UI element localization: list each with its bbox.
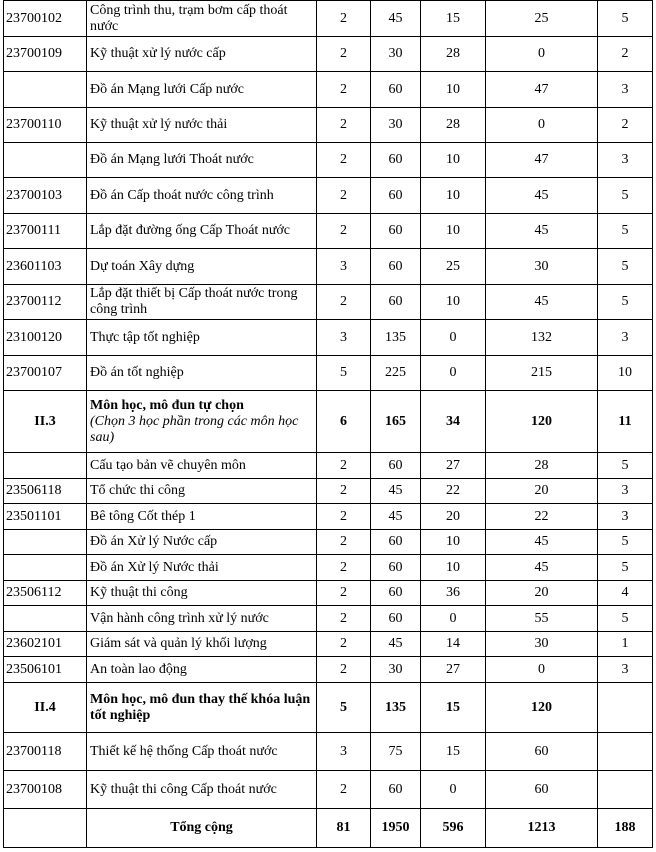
theory-hours: 15: [421, 683, 486, 733]
credits: 2: [317, 555, 371, 581]
course-name: Đồ án tốt nghiệp: [87, 356, 317, 391]
practice-hours: 0: [486, 37, 598, 72]
credits: 2: [317, 479, 371, 504]
theory-hours: 15: [421, 733, 486, 771]
total-hours: 60: [371, 606, 421, 632]
practice-hours: 120: [486, 391, 598, 453]
total-hours: 1950: [371, 809, 421, 848]
course-name: Lắp đặt thiết bị Cấp thoát nước trong công trình: [87, 285, 317, 320]
practice-hours: 55: [486, 606, 598, 632]
course-code: [4, 72, 87, 108]
total-row: [4, 809, 653, 848]
course-name: Kỹ thuật thi công Cấp thoát nước: [87, 771, 317, 809]
credits: 2: [317, 72, 371, 108]
course-name: Thực tập tốt nghiệp: [87, 320, 317, 356]
table-row: [4, 285, 653, 320]
total-hours: 60: [371, 214, 421, 249]
group-row-elective: [4, 391, 653, 453]
course-code: 23700109: [4, 37, 87, 72]
exam-hours: 3: [598, 143, 653, 178]
course-name: Kỹ thuật thi công: [87, 581, 317, 606]
table-row: [4, 249, 653, 285]
theory-hours: 10: [421, 72, 486, 108]
practice-hours: 28: [486, 453, 598, 479]
practice-hours: 45: [486, 178, 598, 214]
course-code: 23601103: [4, 249, 87, 285]
table-row: [4, 453, 653, 479]
table-row: [4, 178, 653, 214]
credits: 3: [317, 733, 371, 771]
course-code: 23700110: [4, 108, 87, 143]
theory-hours: 10: [421, 178, 486, 214]
total-hours: 60: [371, 143, 421, 178]
course-code: [4, 143, 87, 178]
theory-hours: 27: [421, 453, 486, 479]
course-name: Vận hành công trình xử lý nước: [87, 606, 317, 632]
group-name: [87, 391, 317, 453]
practice-hours: 60: [486, 771, 598, 809]
total-code: [4, 809, 87, 848]
credits: 2: [317, 285, 371, 320]
total-exam-hours: 188: [598, 809, 653, 848]
theory-hours: 10: [421, 214, 486, 249]
group-name: Môn học, mô đun thay thế khóa luận tốt nghiệp: [87, 683, 317, 733]
exam-hours: 3: [598, 657, 653, 683]
total-credits: 81: [317, 809, 371, 848]
total-hours: 30: [371, 657, 421, 683]
exam-hours: 10: [598, 356, 653, 391]
table-row: [4, 1, 653, 37]
course-code: 23700108: [4, 771, 87, 809]
table-row: [4, 108, 653, 143]
practice-hours: 132: [486, 320, 598, 356]
course-name: An toàn lao động: [87, 657, 317, 683]
table-row: [4, 632, 653, 657]
exam-hours: 5: [598, 606, 653, 632]
table-row: [4, 657, 653, 683]
table-row: [4, 72, 653, 108]
course-name: Đồ án Mạng lưới Cấp nước: [87, 72, 317, 108]
course-name: Công trình thu, trạm bơm cấp thoát nước: [87, 1, 317, 37]
practice-hours: 20: [486, 581, 598, 606]
practice-hours: 45: [486, 214, 598, 249]
theory-hours: 20: [421, 504, 486, 530]
total-hours: 60: [371, 771, 421, 809]
group-row-replacement: [4, 683, 653, 733]
exam-hours: 2: [598, 37, 653, 72]
credits: 2: [317, 453, 371, 479]
total-hours: 45: [371, 632, 421, 657]
total-hours: 45: [371, 504, 421, 530]
credits: 6: [317, 391, 371, 453]
credits: 2: [317, 108, 371, 143]
total-theory-hours: 596: [421, 809, 486, 848]
credits: 2: [317, 178, 371, 214]
theory-hours: 15: [421, 1, 486, 37]
total-hours: 60: [371, 453, 421, 479]
exam-hours: 5: [598, 285, 653, 320]
credits: 5: [317, 683, 371, 733]
course-code: [4, 453, 87, 479]
course-name: Kỹ thuật xử lý nước cấp: [87, 37, 317, 72]
exam-hours: 5: [598, 555, 653, 581]
course-code: 23700111: [4, 214, 87, 249]
total-hours: 30: [371, 108, 421, 143]
theory-hours: 10: [421, 285, 486, 320]
course-name: Bê tông Cốt thép 1: [87, 504, 317, 530]
table-row: [4, 504, 653, 530]
total-label: Tổng cộng: [87, 809, 317, 848]
practice-hours: 0: [486, 657, 598, 683]
total-hours: 225: [371, 356, 421, 391]
exam-hours: 5: [598, 178, 653, 214]
theory-hours: 28: [421, 108, 486, 143]
credits: 2: [317, 37, 371, 72]
course-name: Thiết kế hệ thống Cấp thoát nước: [87, 733, 317, 771]
group-title: Môn học, mô đun tự chọn: [90, 397, 244, 413]
total-hours: 60: [371, 178, 421, 214]
credits: 2: [317, 504, 371, 530]
credits: 2: [317, 771, 371, 809]
credits: 2: [317, 214, 371, 249]
total-hours: 135: [371, 320, 421, 356]
table-row: [4, 606, 653, 632]
table-row: [4, 356, 653, 391]
credits: 3: [317, 249, 371, 285]
practice-hours: 30: [486, 632, 598, 657]
table-row: [4, 771, 653, 809]
exam-hours: 3: [598, 320, 653, 356]
practice-hours: 47: [486, 72, 598, 108]
curriculum-table: [3, 0, 653, 848]
course-name: Cấu tạo bản vẽ chuyên môn: [87, 453, 317, 479]
course-code: 23506118: [4, 479, 87, 504]
practice-hours: 0: [486, 108, 598, 143]
credits: 2: [317, 632, 371, 657]
practice-hours: 47: [486, 143, 598, 178]
course-code: 23700102: [4, 1, 87, 37]
exam-hours: 1: [598, 632, 653, 657]
exam-hours: 5: [598, 214, 653, 249]
credits: 2: [317, 143, 371, 178]
practice-hours: 215: [486, 356, 598, 391]
table-row: [4, 37, 653, 72]
table-row: [4, 530, 653, 555]
course-code: 23506112: [4, 581, 87, 606]
practice-hours: 60: [486, 733, 598, 771]
theory-hours: 28: [421, 37, 486, 72]
course-code: 23506101: [4, 657, 87, 683]
exam-hours: 11: [598, 391, 653, 453]
practice-hours: 30: [486, 249, 598, 285]
exam-hours: 3: [598, 479, 653, 504]
table-row: [4, 320, 653, 356]
practice-hours: 22: [486, 504, 598, 530]
course-name: Tổ chức thi công: [87, 479, 317, 504]
exam-hours: 4: [598, 581, 653, 606]
table-row: [4, 733, 653, 771]
theory-hours: 10: [421, 555, 486, 581]
table-row: [4, 581, 653, 606]
practice-hours: 45: [486, 530, 598, 555]
credits: 2: [317, 657, 371, 683]
table-row: [4, 143, 653, 178]
course-name: Giám sát và quản lý khối lượng: [87, 632, 317, 657]
course-name: Đồ án Xử lý Nước thải: [87, 555, 317, 581]
exam-hours: 5: [598, 530, 653, 555]
theory-hours: 0: [421, 606, 486, 632]
group-note: (Chọn 3 học phần trong các môn học sau): [90, 413, 299, 445]
theory-hours: 14: [421, 632, 486, 657]
credits: 2: [317, 1, 371, 37]
total-practice-hours: 1213: [486, 809, 598, 848]
practice-hours: 45: [486, 555, 598, 581]
course-code: 23100120: [4, 320, 87, 356]
total-hours: 60: [371, 285, 421, 320]
total-hours: 45: [371, 1, 421, 37]
course-name: Lắp đặt đường ống Cấp Thoát nước: [87, 214, 317, 249]
theory-hours: 27: [421, 657, 486, 683]
total-hours: 30: [371, 37, 421, 72]
exam-hours: 3: [598, 504, 653, 530]
practice-hours: 20: [486, 479, 598, 504]
practice-hours: 120: [486, 683, 598, 733]
theory-hours: 10: [421, 143, 486, 178]
theory-hours: 0: [421, 771, 486, 809]
total-hours: 135: [371, 683, 421, 733]
exam-hours: 5: [598, 453, 653, 479]
course-name: Đồ án Cấp thoát nước công trình: [87, 178, 317, 214]
course-code: 23700103: [4, 178, 87, 214]
theory-hours: 0: [421, 320, 486, 356]
theory-hours: 36: [421, 581, 486, 606]
group-code: II.4: [4, 683, 87, 733]
total-hours: 45: [371, 479, 421, 504]
exam-hours: [598, 733, 653, 771]
credits: 2: [317, 581, 371, 606]
total-hours: 60: [371, 249, 421, 285]
total-hours: 165: [371, 391, 421, 453]
course-name: Đồ án Mạng lưới Thoát nước: [87, 143, 317, 178]
total-hours: 60: [371, 530, 421, 555]
total-hours: 60: [371, 581, 421, 606]
credits: 5: [317, 356, 371, 391]
practice-hours: 25: [486, 1, 598, 37]
course-code: 23700118: [4, 733, 87, 771]
theory-hours: 22: [421, 479, 486, 504]
course-code: 23501101: [4, 504, 87, 530]
theory-hours: 10: [421, 530, 486, 555]
table-row: [4, 555, 653, 581]
course-code: [4, 606, 87, 632]
exam-hours: 3: [598, 72, 653, 108]
table-row: [4, 214, 653, 249]
group-code: II.3: [4, 391, 87, 453]
course-code: 23700112: [4, 285, 87, 320]
exam-hours: [598, 683, 653, 733]
theory-hours: 34: [421, 391, 486, 453]
exam-hours: [598, 771, 653, 809]
credits: 3: [317, 320, 371, 356]
table-row: [4, 479, 653, 504]
exam-hours: 5: [598, 1, 653, 37]
theory-hours: 0: [421, 356, 486, 391]
course-name: Dự toán Xây dựng: [87, 249, 317, 285]
exam-hours: 5: [598, 249, 653, 285]
theory-hours: 25: [421, 249, 486, 285]
credits: 2: [317, 530, 371, 555]
practice-hours: 45: [486, 285, 598, 320]
total-hours: 60: [371, 72, 421, 108]
course-code: 23602101: [4, 632, 87, 657]
course-name: Kỹ thuật xử lý nước thải: [87, 108, 317, 143]
course-name: Đồ án Xử lý Nước cấp: [87, 530, 317, 555]
exam-hours: 2: [598, 108, 653, 143]
course-code: [4, 555, 87, 581]
total-hours: 75: [371, 733, 421, 771]
credits: 2: [317, 606, 371, 632]
course-code: 23700107: [4, 356, 87, 391]
total-hours: 60: [371, 555, 421, 581]
course-code: [4, 530, 87, 555]
